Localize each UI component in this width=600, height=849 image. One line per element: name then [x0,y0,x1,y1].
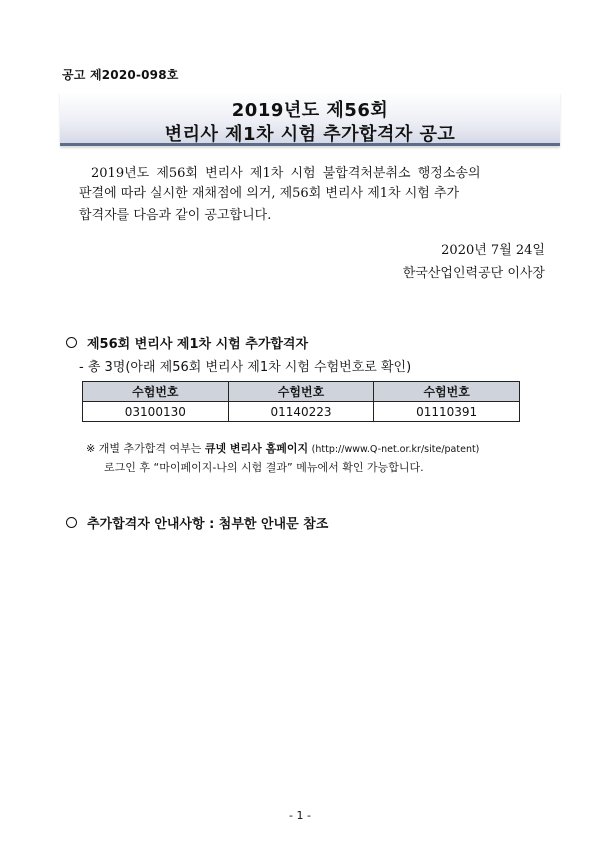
note-prefix: 개별 추가합격 여부는 [98,442,205,455]
section-1-heading-text: 제56회 변리사 제1차 시험 추가합격자 [87,337,309,352]
section-2-heading [66,513,328,532]
title-banner [60,92,560,146]
qnet-url[interactable]: (http://www.Q-net.or.kr/site/patent) [311,444,480,455]
table-header: 수험번호 [228,382,374,402]
table-header-row [83,382,520,402]
page-number: - 1 - [289,809,311,822]
total-count-line: - 총 3명(아래 제56회 변리사 제1차 시험 수험번호로 확인) [79,360,412,375]
qnet-link-label: 큐넷 변리사 홈페이지 [204,442,309,455]
notice-number: 공고 제2020-098호 [62,68,179,82]
table-cell: 01110391 [374,402,520,422]
title-line-2: 변리사 제1차 시험 추가합격자 공고 [164,124,456,145]
section-1-heading [66,333,308,352]
circle-icon [66,337,77,348]
circle-icon [66,517,77,528]
body-line-1: 2019년도 제56회 변리사 제1차 시험 불합격처분취소 행정소송의 [91,166,481,181]
body-line-2: 판결에 따라 실시한 재채점에 의거, 제56회 변리사 제1차 시험 추가 [79,186,460,201]
table-header: 수험번호 [374,382,520,402]
table-row [83,402,520,422]
reference-mark: ※ [86,442,96,455]
body-line-3: 합격자를 다음과 같이 공고합니다. [79,208,272,223]
title-line-1: 2019년도 제56회 [231,100,389,121]
exam-number-table [82,381,520,422]
note-line-2: 로그인 후 “마이페이지-나의 시험 결과” 메뉴에서 확인 가능합니다. [104,461,424,474]
announcement-date: 2020년 7월 24일 [441,243,545,258]
issuer: 한국산업인력공단 이사장 [402,266,545,281]
table-header: 수험번호 [83,382,229,402]
table-cell: 03100130 [83,402,229,422]
note-line-1 [86,440,479,456]
table-cell: 01140223 [228,402,374,422]
section-2-heading-text: 추가합격자 안내사항 : 첨부한 안내문 참조 [87,517,329,532]
